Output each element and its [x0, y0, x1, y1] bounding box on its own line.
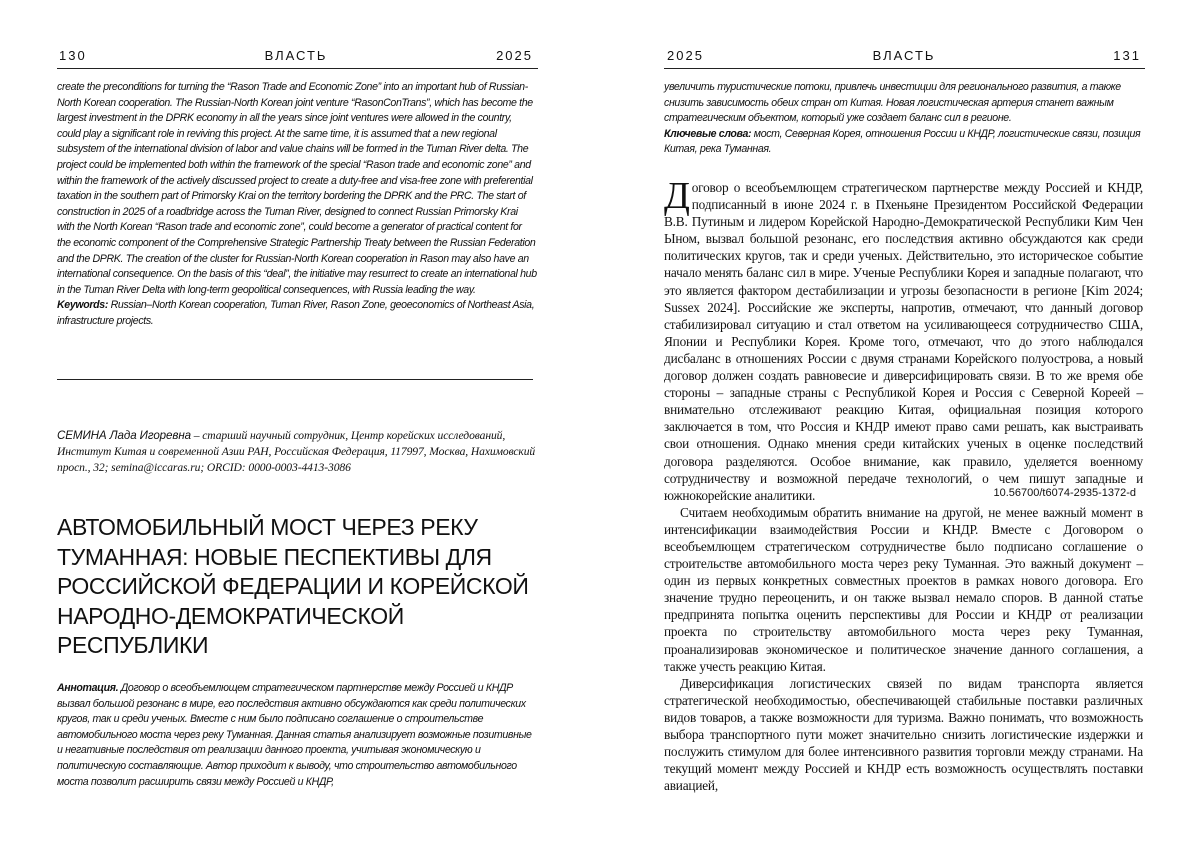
header-year: 2025	[667, 48, 704, 63]
keywords-label: Ключевые слова:	[664, 127, 752, 140]
abstract-text: create the preconditions for turning the “Rason Trade and Economic Zone” into an important hub of Russian-North Korean cooperation. The Russian-North Korean joint venture “RasonConTrans”, which has become the largest investment in the DPRK economy in all the years since joint ventures were allowed in the country, could play a significant role in reviving this project. At the same time, it is assumed that a new regional subsystem of the international division of labor and value chains will be formed in the Tuman River delta. The project could be implemented both within the framework of the special “Rason trade and economic zone” and within the framework of the actively discussed project to create a duty-free and visa-free zone with preferential taxation in the southern part of Primorsky Krai on the territory bordering the DPRK and the PRC. The start of construction in 2025 of a roadbridge across the Tuman River, designed to connect Russian Primorsky Krai with the North Korean “Rason trade and economic zone”, could become a generator of practical content for the economic component of the Comprehensive Strategic Partnership Treaty between the Russian Federation and the DPRK. The creation of the cluster for Russian-North Korean cooperation in Rason may also have an international consequence. On the basis of this “deal”, the initiative may resurrect to create an international hub in the Tuman River Delta with long-term geopolitical consequences, with Russia leading the way.	[57, 81, 537, 296]
header-rule	[664, 68, 1145, 69]
annotation-continued	[664, 80, 1144, 158]
annotation-text: Договор о всеобъемлющем стратегическом партнерстве между Россией и КНДР вызвал большой резонанс в мире, его последствия активно обсуждаются как среди политических кругов, так и среди ученых. Вместе с ним было подписано соглашение о строительстве автомобильного моста через реку Туманная. Данная статья анализирует возможные позитивные и негативные последствия от реализации данного проекта, учитывая экономическую и политическую составляющие. Автор приходит к выводу, что строительство автомобильного моста позволит расширить связи между Россией и КНДР,	[57, 682, 532, 788]
keywords-ru	[664, 127, 1144, 158]
keywords-text: мост, Северная Корея, отношения России и КНДР, логистические связи, позиция Китая, река Туманная.	[664, 127, 1141, 156]
running-title: ВЛАСТЬ	[872, 48, 936, 63]
author-name: СЕМИНА Лада Игоревна	[57, 429, 191, 442]
keywords-text: Russian–North Korean cooperation, Tuman River, Rason Zone, geoeconomics of Northeast Asia, infrastructure projects.	[57, 299, 535, 327]
author-affiliation: – старший научный сотрудник, Центр корейских исследований, Институт Китая и современной Азии РАН, Российская Федерация, 117997, Москва, Нахимовский просп., 32; semina@iccaras.ru; ORCID: 0000-0003-4413-3086	[57, 429, 536, 474]
author-info	[57, 428, 539, 476]
paragraph: Считаем необходимым обратить внимание на другой, не менее важный момент в интенсификации взаимодействия России и КНДР. Вместе с Договором о всеобъемлющем стратегическом сотрудничестве было подписано соглашение о строительстве автомобильного моста через реку Туманная. Это важный документ – один из первых конкретных совместных проектов в рамках нового договора. Его значение трудно переоценить, и он также вызвал немало споров. В данной статье предпринята попытка оценить перспективы для России и КНДР от реализации проекта по строительству автомобильного моста через реку Туманная, проанализировав экономическое и политическое значение данного соглашения, а также учесть реакцию Китая.	[664, 504, 1143, 674]
keywords-label: Keywords:	[57, 299, 109, 312]
article-body	[664, 175, 1143, 794]
right-page-header	[667, 48, 1141, 68]
page-number: 130	[59, 48, 87, 63]
left-page-header	[59, 48, 533, 68]
article-title: АВТОМОБИЛЬНЫЙ МОСТ ЧЕРЕЗ РЕКУ ТУМАННАЯ: НОВЫЕ ПЕCПЕКТИВЫ ДЛЯ РОССИЙСКОЙ ФЕДЕРАЦИИ И КОРЕЙСКОЙ НАРОДНО-ДЕМОКРАТИЧЕСКОЙ РЕСПУБЛИКИ	[57, 514, 529, 659]
section-divider	[57, 379, 533, 380]
doi: 10.56700/t6074-2935-1372-d	[993, 487, 1136, 499]
header-rule	[57, 68, 538, 69]
annotation	[57, 681, 537, 790]
paragraph: Диверсификация логистических связей по видам транспорта является стратегической необходимостью, обеспечивающей стабильные поставки различных видов товаров, а также возможности для туризма. Важно понимать, что возможность выбора транспортного пути может значительно снизить логистические издержки и послужить стимулом для более интенсивного развития торговли между странами. На текущий момент между Россией и КНДР есть возможность осуществлять поставки авиацией,	[664, 675, 1143, 794]
keywords-en	[57, 298, 537, 329]
header-year: 2025	[496, 48, 533, 63]
page-number: 131	[1113, 48, 1141, 63]
annotation-label: Аннотация.	[57, 682, 119, 694]
running-title: ВЛАСТЬ	[264, 48, 328, 63]
annotation-cont-text: увеличить туристические потоки, привлечь инвестиции для регионального развития, а также снизить зависимость обеих стран от Китая. Новая логистическая артерия станет важным стратегическим объектом, который уже создает баланс сил в регионе.	[664, 81, 1121, 125]
drop-cap: Д	[664, 175, 690, 217]
paragraph: Договор о всеобъемлющем стратегическом партнерстве между Россией и КНДР, подписанный в июне 2024 г. в Пхеньяне Президентом Российской Федерации В.В. Путиным и лидером Корейской Народно-Демократической Республики Ким Чен Ыном, вызвал большой резонанс, его последствия активно обсуждаются как среди политических кругов, так и среди ученых. Действительно, это историческое событие начало менять баланс сил в мире. Ученые Республики Корея и западные полагают, что это является фактором дестабилизации и угрозы безопасности в регионе [Kim 2024; Sussex 2024]. Российские же эксперты, напротив, отмечают, что данный договор стабилизировал ситуацию и стал ответом на усиливающееся сотрудничество США, Японии и Республики Корея. Кроме того, отмечают, что до этого наблюдался дисбаланс в отношениях России с двумя странами Корейского полуострова, а новый договор должен создать равновесие и диверсифицировать связи. В то же время обе стороны – западные страны с Республикой Корея и Россия с Северной Кореей – внимательно отслеживают реакцию Китая, официальная позиция которого заключается в том, что Россия и КНДР имеют право сами решать, как выстраивать свои отношения. Однако мнения среди китайских ученых в оценке последствий договора разделяются. Особое внимание, как правило, уделяется военному сотрудничеству и возможной передаче технологий, о чем пишут западные и южнокорейские аналитики.	[664, 175, 1143, 503]
abstract-english	[57, 80, 537, 330]
